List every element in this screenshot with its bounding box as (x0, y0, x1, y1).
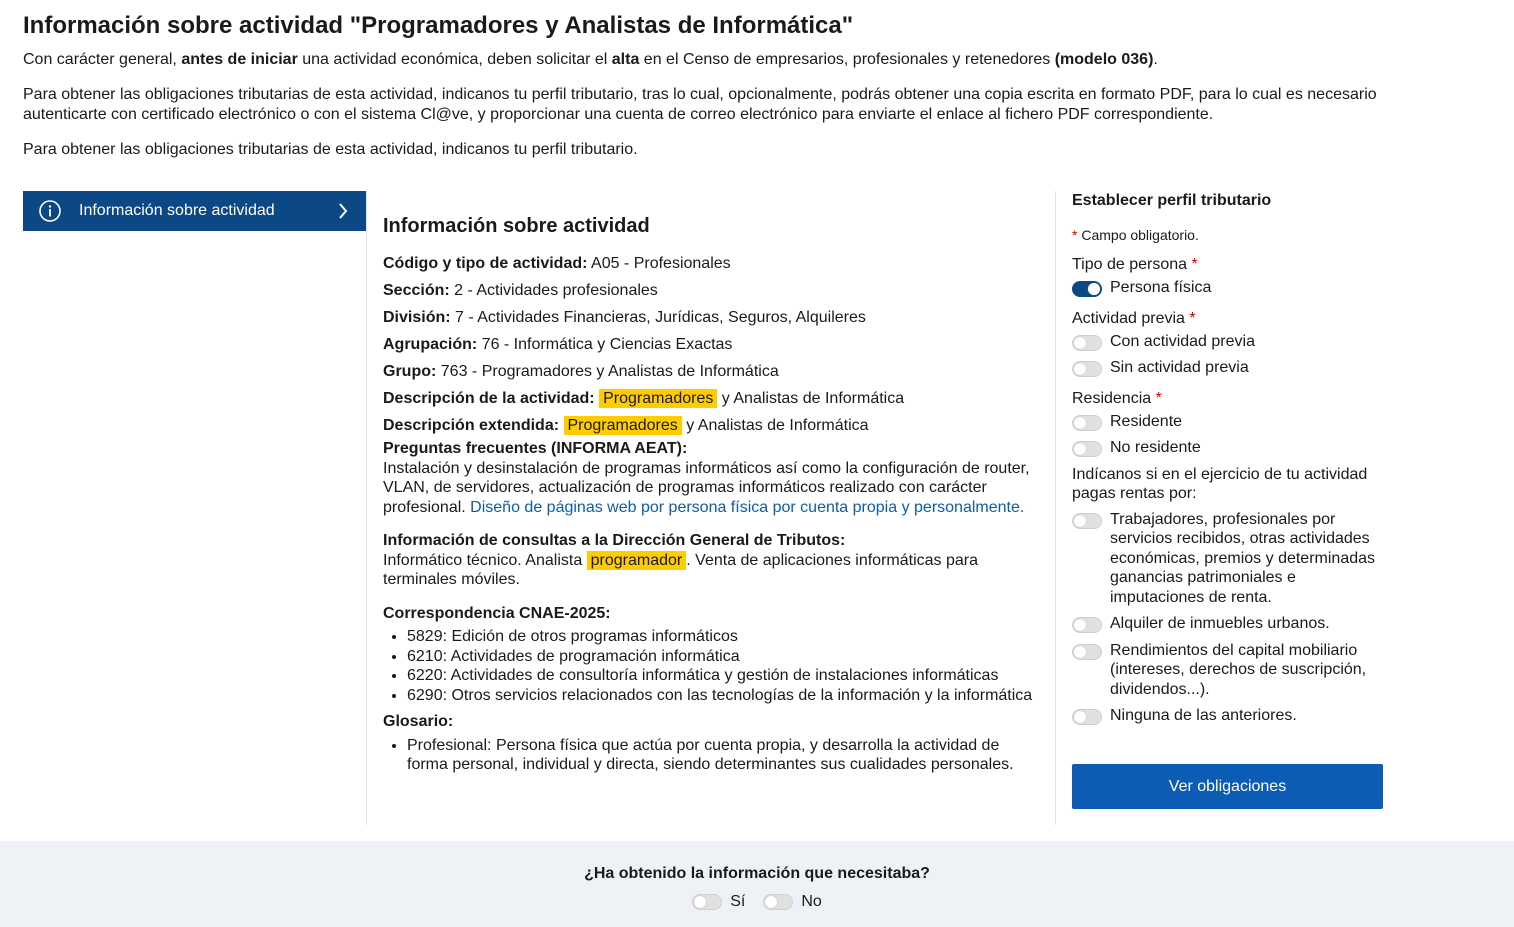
intro-bold: antes de iniciar (181, 51, 298, 68)
option-con-actividad-previa[interactable] (1072, 332, 1392, 352)
toggle-switch[interactable] (1072, 415, 1102, 431)
faq-text: Instalación y desinstalación de programas informáticos así como la configuración de router, VLAN, de servidores, actualización de programas informáticos realizado con carácter profesional. (383, 459, 1030, 516)
row-label: Código y tipo de actividad: (383, 255, 588, 272)
toggle-switch[interactable] (1072, 441, 1102, 457)
toggle-switch[interactable] (1072, 513, 1102, 529)
toggle-switch[interactable] (1072, 709, 1102, 725)
option-label: Sin actividad previa (1110, 359, 1249, 376)
option-persona-fisica[interactable] (1072, 278, 1392, 298)
feedback-no[interactable] (763, 893, 821, 911)
dgt-block (383, 531, 1043, 590)
intro-paragraph-1 (23, 50, 1403, 70)
faq-link-diseno[interactable]: Diseño de páginas web (470, 498, 637, 516)
option-label: Sí (730, 893, 746, 910)
glosario-block (383, 712, 1043, 775)
info-icon (39, 200, 61, 222)
required-star: * (1072, 227, 1078, 243)
field-label-actividad-previa (1072, 305, 1392, 332)
ver-obligaciones-button[interactable]: Ver obligaciones (1072, 764, 1383, 809)
intro-bold: (modelo 036) (1054, 51, 1154, 68)
intro-text: una actividad económica, deben solicitar el (297, 51, 612, 68)
option-label: Rendimientos del capital mobiliario (intereses, derechos de suscripción, dividendos...). (1110, 641, 1367, 698)
feedback-options (0, 893, 1514, 911)
divider (366, 191, 367, 825)
option-ninguna[interactable] (1072, 706, 1392, 726)
list-item: • Profesional: Persona física que actúa por cuenta propia, y desarrolla la actividad de forma personal, individual y directa, siendo determinantes sus cualidades personales. (407, 736, 1043, 775)
info-row-division (383, 304, 1043, 331)
tax-profile-form (1072, 192, 1392, 733)
cnae-list (383, 627, 1043, 705)
row-label: Agrupación: (383, 336, 478, 353)
section-heading: Información sobre actividad (383, 215, 650, 237)
sidebar-item-label: Información sobre actividad (79, 202, 275, 219)
dgt-title: Información de consultas a la Dirección General de Tributos: (383, 532, 846, 549)
row-value: A05 - Profesionales (587, 255, 731, 272)
row-value: y Analistas de Informática (717, 390, 905, 407)
toggle-switch[interactable] (1072, 361, 1102, 377)
feedback-question: ¿Ha obtenido la información que necesitaba? (584, 865, 930, 882)
info-row-seccion (383, 277, 1043, 304)
cnae-title: Correspondencia CNAE-2025: (383, 604, 611, 622)
required-star: * (1189, 309, 1196, 327)
intro-paragraph-3: Para obtener las obligaciones tributarias de esta actividad, indicanos tu perfil tributario. (23, 141, 638, 158)
toggle-switch[interactable] (763, 894, 793, 910)
mandatory-note (1072, 227, 1392, 243)
field-label-tipo-persona (1072, 251, 1392, 278)
list-item: • 6220: Actividades de consultoría informática y gestión de instalaciones informáticas (407, 666, 1043, 686)
glosario-list (383, 736, 1043, 775)
mandatory-text: Campo obligatorio. (1077, 227, 1199, 243)
toggle-switch[interactable] (692, 894, 722, 910)
field-label-residencia (1072, 385, 1392, 412)
option-sin-actividad-previa[interactable] (1072, 358, 1392, 378)
list-item: • 6290: Otros servicios relacionados con las tecnologías de la información y la informática (407, 686, 1043, 706)
required-star: * (1155, 389, 1162, 407)
info-row-descripcion-extendida (383, 412, 1043, 439)
highlighted-term: programador (587, 551, 687, 570)
toggle-switch[interactable] (1072, 644, 1102, 660)
form-title: Establecer perfil tributario (1072, 192, 1272, 209)
faq-block (383, 439, 1043, 517)
option-label: No (801, 893, 822, 910)
option-trabajadores[interactable] (1072, 510, 1392, 608)
option-alquiler[interactable] (1072, 614, 1392, 634)
required-star: * (1191, 256, 1198, 273)
toggle-switch[interactable] (1072, 617, 1102, 633)
row-label: División: (383, 309, 451, 326)
highlighted-term: Programadores (599, 389, 717, 408)
intro-text: en el Censo de empresarios, profesionales y retenedores (639, 51, 1055, 68)
list-item: • 6210: Actividades de programación informática (407, 647, 1043, 667)
list-item: • 5829: Edición de otros programas informáticos (407, 627, 1043, 647)
label-text: Tipo de persona (1072, 256, 1188, 273)
divider (1055, 191, 1056, 825)
option-label: No residente (1110, 439, 1201, 456)
activity-info-panel (383, 205, 1043, 775)
sidebar-item-info-actividad[interactable] (23, 191, 366, 231)
info-row-agrupacion (383, 331, 1043, 358)
info-row-descripcion (383, 385, 1043, 412)
option-label: Trabajadores, profesionales por servicios recibidos, otras actividades económicas, premios y determinadas ganancias patrimoniales e imputaciones de renta. (1110, 510, 1376, 606)
info-row-codigo (383, 250, 1043, 277)
field-label-rentas: Indícanos si en el ejercicio de tu actividad pagas rentas por: (1072, 465, 1368, 502)
option-label: Ninguna de las anteriores. (1110, 707, 1297, 724)
option-label: Persona física (1110, 279, 1212, 296)
chevron-right-icon (338, 202, 348, 220)
row-value: 763 - Programadores y Analistas de Informática (436, 363, 779, 380)
info-row-grupo (383, 358, 1043, 385)
row-value: 2 - Actividades profesionales (449, 282, 658, 299)
row-label: Grupo: (383, 363, 437, 380)
label-text: Actividad previa (1072, 309, 1185, 327)
intro-text: Con carácter general, (23, 51, 182, 68)
dgt-text: Informático técnico. Analista (383, 551, 587, 569)
option-label: Alquiler de inmuebles urbanos. (1110, 615, 1330, 632)
option-residente[interactable] (1072, 412, 1392, 432)
faq-title: Preguntas frecuentes (INFORMA AEAT): (383, 440, 688, 457)
dgt-text: . Venta de aplicaciones informáticas para terminales móviles. (383, 551, 978, 588)
feedback-bar (0, 841, 1514, 927)
intro-text: . (1153, 51, 1158, 68)
row-label: Sección: (383, 282, 450, 299)
cnae-block (383, 604, 1043, 706)
row-value: 76 - Informática y Ciencias Exactas (477, 336, 733, 353)
toggle-switch[interactable] (1072, 281, 1102, 297)
toggle-switch[interactable] (1072, 335, 1102, 351)
option-label: Con actividad previa (1110, 332, 1255, 350)
row-label: Descripción de la actividad: (383, 390, 595, 407)
option-no-residente[interactable] (1072, 438, 1392, 458)
row-label: Descripción extendida: (383, 417, 560, 434)
feedback-yes[interactable] (692, 893, 745, 911)
row-value: y Analistas de Informática (681, 417, 869, 434)
intro-bold: alta (611, 51, 640, 68)
option-rendimientos[interactable] (1072, 641, 1392, 700)
page-title: Información sobre actividad "Programadores y Analistas de Informática" (23, 12, 854, 39)
label-text: Residencia (1072, 389, 1152, 407)
option-label: Residente (1110, 412, 1183, 430)
intro-paragraph-2: Para obtener las obligaciones tributarias de esta actividad, indicanos tu perfil tributario, tras lo cual, opcionalmente, podrás obtener una copia escrita en formato PDF, para lo cual es necesario autenticarte con certificado electrónico o con el sistema Cl@ve, y proporcionar una cuenta de correo electrónico para enviarte el enlace al fichero PDF correspondiente. (23, 86, 1377, 123)
glosario-title: Glosario: (383, 713, 454, 730)
row-value: 7 - Actividades Financieras, Jurídicas, Seguros, Alquileres (450, 309, 866, 326)
faq-link-persona-fisica[interactable]: por persona física por cuenta propia y personalmente. (640, 498, 1025, 516)
highlighted-term: Programadores (564, 416, 682, 435)
